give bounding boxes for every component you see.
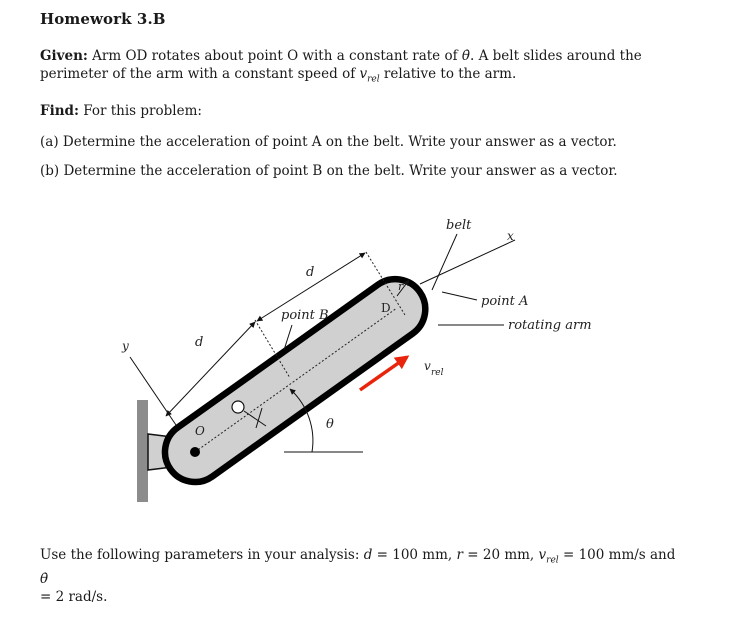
param-r-value: = 20 mm, xyxy=(462,547,539,563)
part-b-text: Determine the acceleration of point B on the belt. Write your answer as a vector. xyxy=(63,163,618,179)
param-theta-dot: θ̇ xyxy=(40,570,49,587)
param-v-symbol: v xyxy=(538,547,547,563)
part-a xyxy=(40,133,680,151)
find-label: Find: xyxy=(40,103,79,119)
param-v-subscript: rel xyxy=(546,555,559,566)
given-text-3: relative to the arm. xyxy=(379,66,517,82)
o-label: O xyxy=(195,424,205,438)
theta-dot-symbol: θ̇ xyxy=(461,48,471,64)
rotating-arm xyxy=(153,267,437,494)
d-side-label: d xyxy=(195,335,204,350)
x-label: x xyxy=(507,229,514,243)
parameters-paragraph xyxy=(40,546,680,606)
part-a-id: (a) xyxy=(40,134,59,150)
pivot-o xyxy=(190,447,200,457)
theta-label: θ xyxy=(326,417,334,432)
r-label: r xyxy=(398,280,404,293)
find-paragraph xyxy=(40,102,680,120)
belt-label: belt xyxy=(446,218,472,233)
given-label: Given: xyxy=(40,48,88,64)
param-d-symbol: d xyxy=(363,547,373,563)
part-b-id: (b) xyxy=(40,163,60,179)
param-r-symbol: r xyxy=(456,547,463,563)
rotating-arm-label: rotating arm xyxy=(508,318,592,333)
wall xyxy=(137,400,148,502)
param-d-value: = 100 mm, xyxy=(372,547,457,563)
arm-diagram xyxy=(0,195,739,515)
point-b-marker xyxy=(232,401,244,413)
d-point-label: D xyxy=(381,301,391,315)
page-title: Homework 3.B xyxy=(40,10,166,28)
part-a-text: Determine the acceleration of point A on the belt. Write your answer as a vector. xyxy=(62,134,617,150)
x-axis-line xyxy=(420,240,515,284)
v-rel-subscript: rel xyxy=(367,74,380,85)
point-a-label: point A xyxy=(481,294,529,309)
v-rel-sub-label: rel xyxy=(431,368,444,378)
param-theta-value: = 2 rad/s. xyxy=(40,588,108,605)
point-b-label: point B xyxy=(281,308,329,323)
given-text-1: Arm OD rotates about point O with a constant rate of xyxy=(87,48,462,64)
part-b xyxy=(40,162,680,180)
parameters-text: Use the following parameters in your analysis: xyxy=(40,547,364,563)
find-text: For this problem: xyxy=(78,103,202,119)
y-label: y xyxy=(122,339,129,353)
belt-leader xyxy=(432,234,457,290)
v-rel-symbol: v xyxy=(359,66,368,82)
param-v-value: = 100 mm/s and xyxy=(558,547,676,563)
y-axis-line xyxy=(130,357,176,425)
belt-outline xyxy=(153,267,437,494)
d-top-label: d xyxy=(306,265,315,280)
point-a-leader xyxy=(442,292,477,300)
v-rel-label: v xyxy=(424,359,431,373)
given-paragraph xyxy=(40,47,680,89)
given-text-2: . A belt slides around the perimeter of the arm with a constant speed of xyxy=(40,48,642,82)
